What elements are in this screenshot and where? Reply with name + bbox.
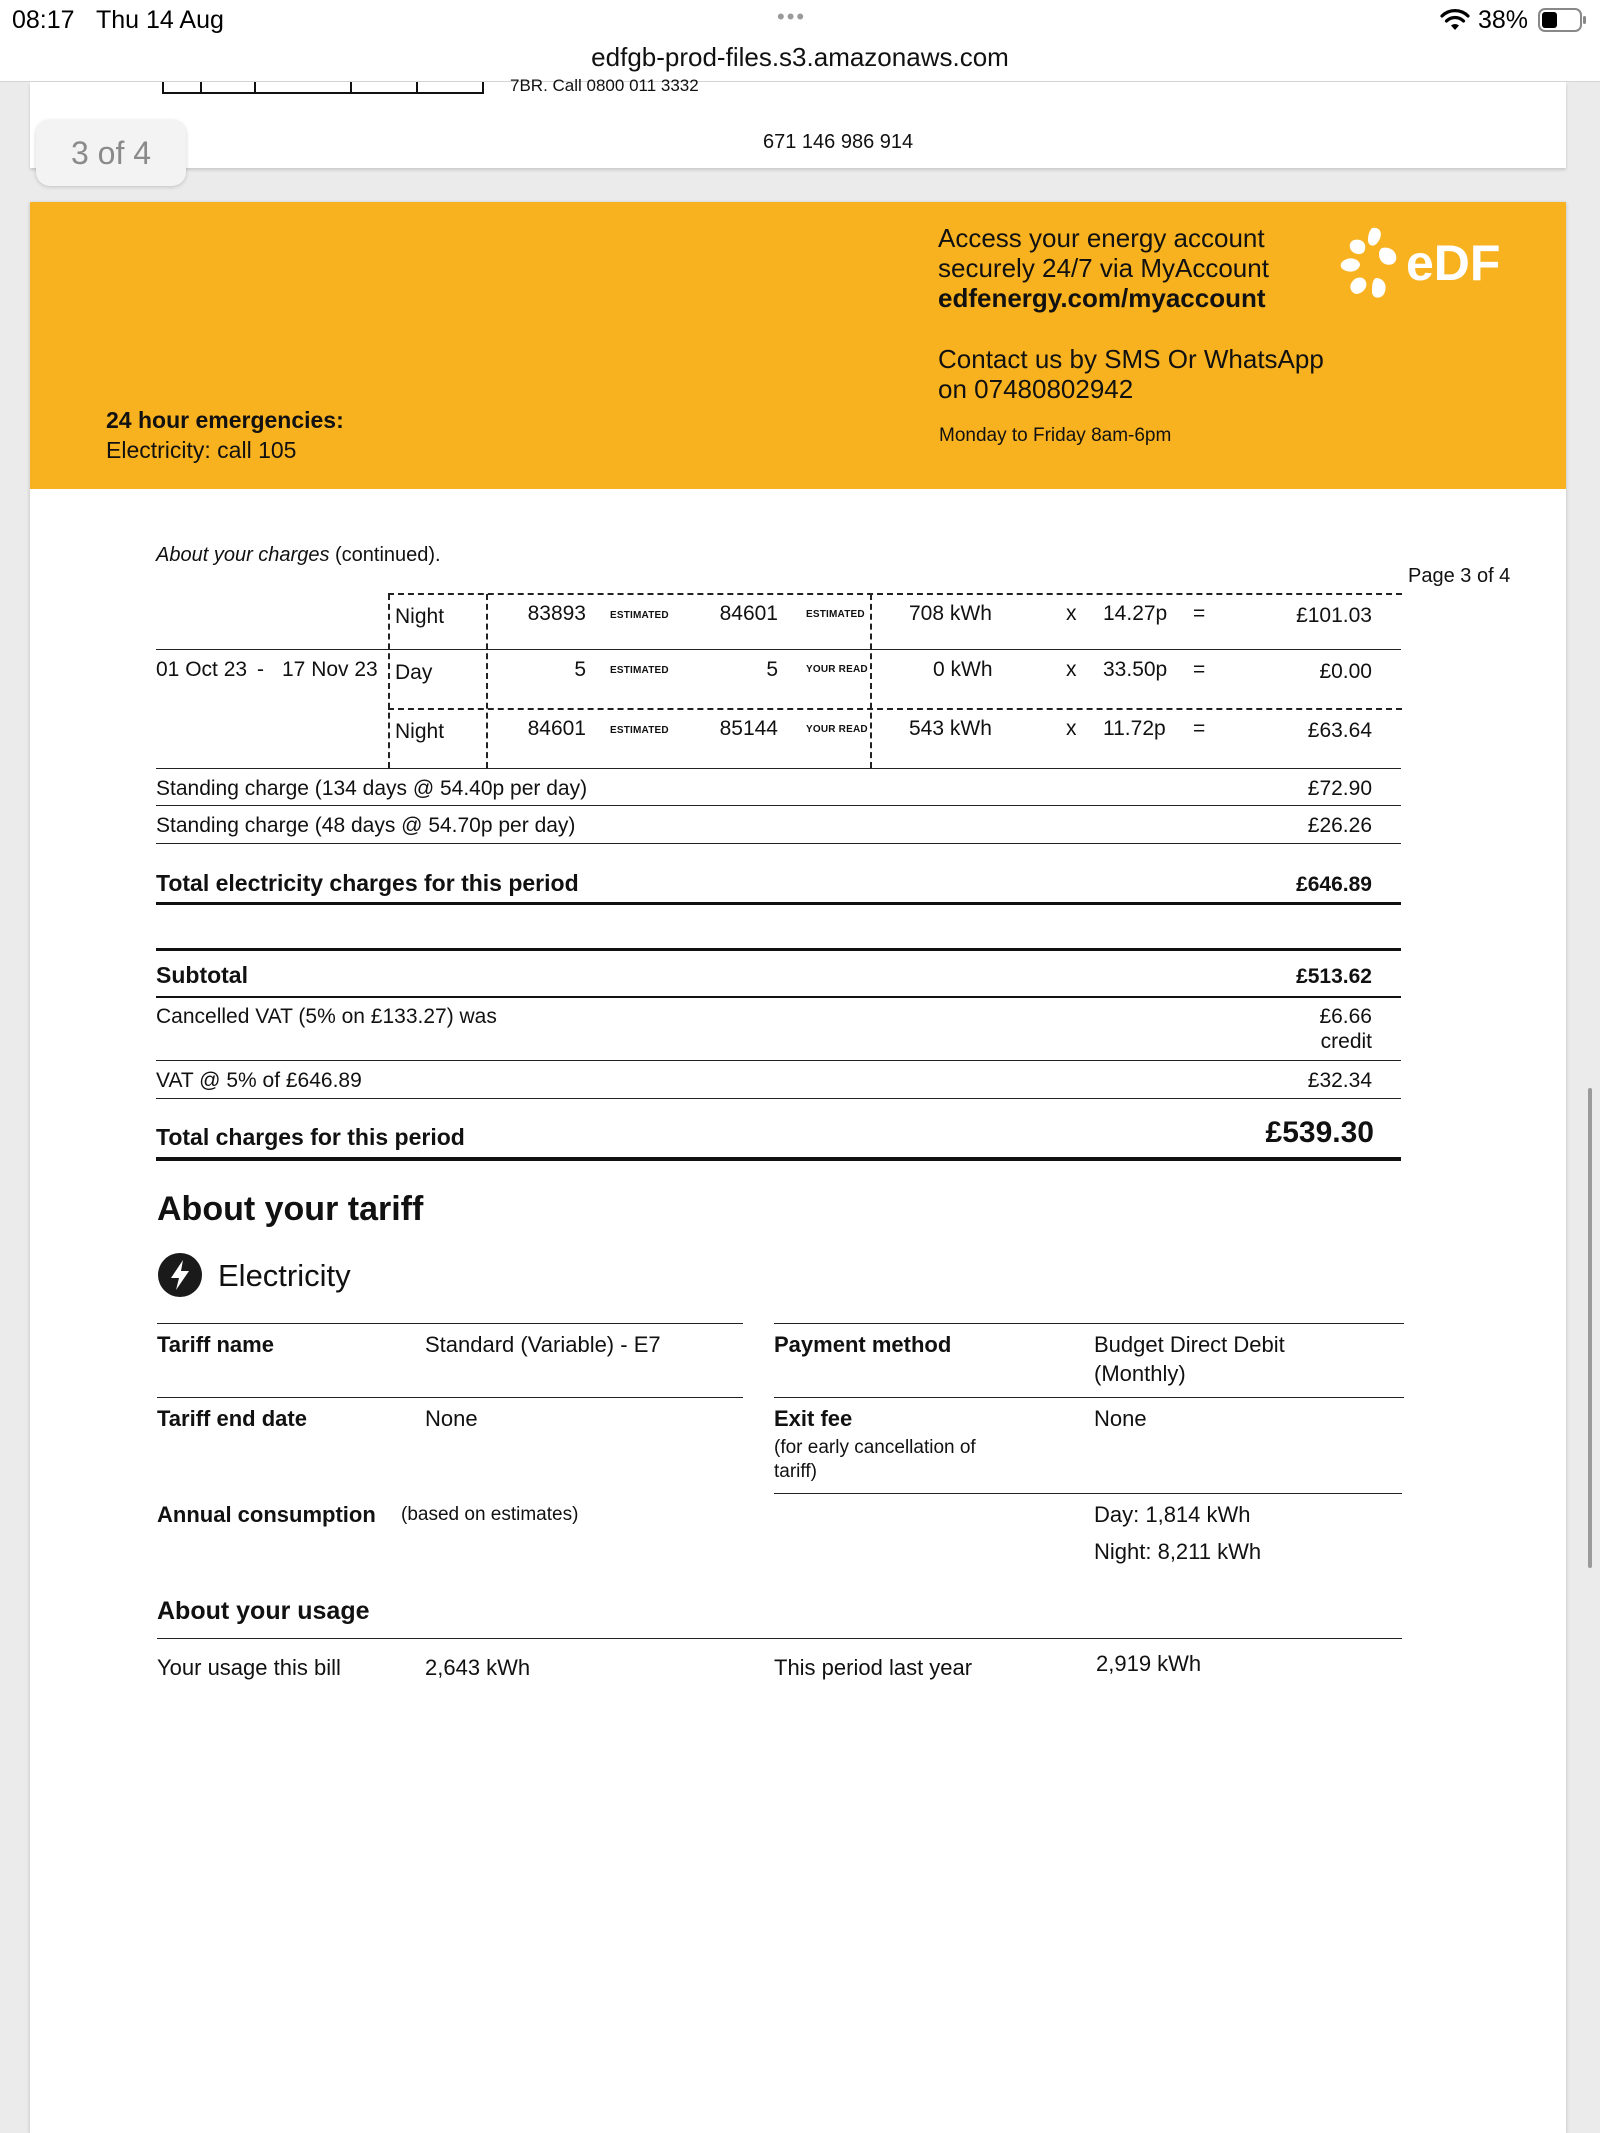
usage-kwh: 543 kWh [909, 717, 992, 740]
tariff-name-label: Tariff name [157, 1332, 274, 1357]
exit-fee-note: (for early cancellation of [774, 1437, 976, 1458]
fuel-type-label: Electricity [218, 1258, 351, 1293]
sms-contact-number: on 07480802942 [938, 374, 1134, 404]
exit-fee-value: None [1094, 1406, 1147, 1431]
tariff-end-date-label: Tariff end date [157, 1406, 307, 1431]
sms-contact-text: Contact us by SMS Or WhatsApp [938, 344, 1324, 374]
tariff-heading: About your tariff [157, 1190, 424, 1228]
cancelled-vat-label: Cancelled VAT (5% on £133.27) was [156, 1005, 497, 1028]
url-text[interactable]: edfgb-prod-files.s3.amazonaws.com [591, 42, 1009, 72]
previous-reading: 84601 [527, 717, 586, 740]
multiply-sign: x [1066, 717, 1077, 740]
cancelled-vat-amount: £6.66 [1319, 1005, 1372, 1028]
usage-this-bill-label: Your usage this bill [157, 1655, 341, 1680]
row-amount: £63.64 [1307, 719, 1372, 742]
status-date: Thu 14 Aug [96, 6, 224, 34]
current-reading: 85144 [719, 717, 778, 740]
multiply-sign: x [1066, 602, 1077, 625]
total-electricity-label: Total electricity charges for this period [156, 870, 579, 896]
row-amount: £0.00 [1319, 660, 1372, 683]
equals-sign: = [1193, 602, 1206, 625]
bill-page [30, 202, 1566, 2133]
wifi-icon [1440, 8, 1470, 32]
payment-method-label: Payment method [774, 1332, 952, 1357]
usage-this-bill-value: 2,643 kWh [425, 1655, 531, 1680]
charges-heading: About your charges (continued). [156, 544, 441, 566]
multiply-sign: x [1066, 658, 1077, 681]
unit-price: 14.27p [1103, 602, 1168, 625]
subtotal-amount: £513.62 [1296, 965, 1372, 988]
annual-night-kwh: Night: 8,211 kWh [1094, 1539, 1262, 1564]
total-charges-amount: £539.30 [1265, 1116, 1374, 1149]
usage-last-year-label: This period last year [774, 1655, 973, 1680]
previous-reading: 83893 [527, 602, 586, 625]
payment-method-value: (Monthly) [1094, 1361, 1186, 1386]
standing-charge-amount: £72.90 [1307, 777, 1372, 800]
emergency-title: 24 hour emergencies: [106, 407, 344, 433]
equals-sign: = [1193, 717, 1206, 740]
period-from: 01 Oct 23 [156, 658, 248, 681]
period-to: 17 Nov 23 [282, 658, 378, 681]
reading-type: ESTIMATED [610, 665, 669, 676]
myaccount-link[interactable]: edfenergy.com/myaccount [938, 283, 1266, 313]
vertical-scrollbar[interactable] [1588, 1088, 1592, 1568]
equals-sign: = [1193, 658, 1206, 681]
cancelled-vat-note: credit [1320, 1030, 1372, 1053]
total-electricity-amount: £646.89 [1296, 873, 1372, 896]
exit-fee-note: tariff) [774, 1461, 817, 1482]
current-reading: 5 [766, 658, 778, 681]
header-banner [30, 202, 1566, 489]
myaccount-text: securely 24/7 via MyAccount [938, 253, 1269, 283]
payment-method-value: Budget Direct Debit [1094, 1332, 1285, 1357]
reading-type: ESTIMATED [610, 725, 669, 736]
subtotal-label: Subtotal [156, 962, 248, 988]
unit-price: 33.50p [1103, 658, 1168, 681]
row-amount: £101.03 [1296, 604, 1372, 627]
previous-page-number: 671 146 986 914 [763, 131, 914, 153]
usage-kwh: 0 kWh [933, 658, 993, 681]
usage-kwh: 708 kWh [909, 602, 992, 625]
vat-amount: £32.34 [1307, 1069, 1372, 1092]
page-label: Page 3 of 4 [1408, 565, 1511, 587]
standing-charge-label: Standing charge (134 days @ 54.40p per day) [156, 777, 588, 800]
tariff-end-date-value: None [425, 1406, 478, 1431]
reading-type: YOUR READ [806, 724, 868, 735]
current-reading: 84601 [719, 602, 778, 625]
annual-consumption-note: (based on estimates) [401, 1504, 579, 1525]
rate-label: Night [395, 720, 445, 743]
myaccount-text: Access your energy account [938, 223, 1265, 253]
opening-hours: Monday to Friday 8am-6pm [939, 425, 1172, 446]
battery-icon [1538, 8, 1588, 32]
emergency-line: Electricity: call 105 [106, 437, 297, 463]
status-time: 08:17 [12, 6, 75, 34]
annual-consumption-label: Annual consumption [157, 1502, 376, 1527]
tariff-name-value: Standard (Variable) - E7 [425, 1332, 661, 1357]
previous-reading: 5 [574, 658, 586, 681]
rate-label: Night [395, 605, 445, 628]
battery-percentage: 38% [1478, 6, 1529, 34]
reading-type: ESTIMATED [806, 609, 865, 620]
annual-day-kwh: Day: 1,814 kWh [1094, 1502, 1251, 1527]
usage-heading: About your usage [157, 1597, 370, 1625]
reading-type: ESTIMATED [610, 610, 669, 621]
page-indicator: 3 of 4 [36, 120, 186, 186]
standing-charge-amount: £26.26 [1307, 814, 1372, 837]
period-separator: - [257, 658, 264, 681]
address-bar[interactable] [0, 42, 1600, 82]
standing-charge-label: Standing charge (48 days @ 54.70p per day) [156, 814, 576, 837]
vat-label: VAT @ 5% of £646.89 [156, 1069, 362, 1092]
svg-text:eDF: eDF [1406, 235, 1501, 291]
multitasking-dots-icon[interactable]: ••• [777, 4, 807, 29]
total-charges-label: Total charges for this period [156, 1124, 465, 1150]
reading-type: YOUR READ [806, 664, 868, 675]
unit-price: 11.72p [1103, 717, 1166, 740]
lightning-bolt-icon [157, 1252, 203, 1298]
edf-logo-icon [1332, 220, 1542, 310]
exit-fee-label: Exit fee [774, 1406, 853, 1431]
previous-page-table-edge [162, 82, 484, 94]
usage-last-year-value: 2,919 kWh [1096, 1651, 1202, 1676]
previous-page [30, 76, 1566, 168]
rate-label: Day [395, 661, 433, 684]
previous-page-phone-line: 7BR. Call 0800 011 3332 [510, 76, 699, 95]
status-bar [0, 0, 1600, 42]
